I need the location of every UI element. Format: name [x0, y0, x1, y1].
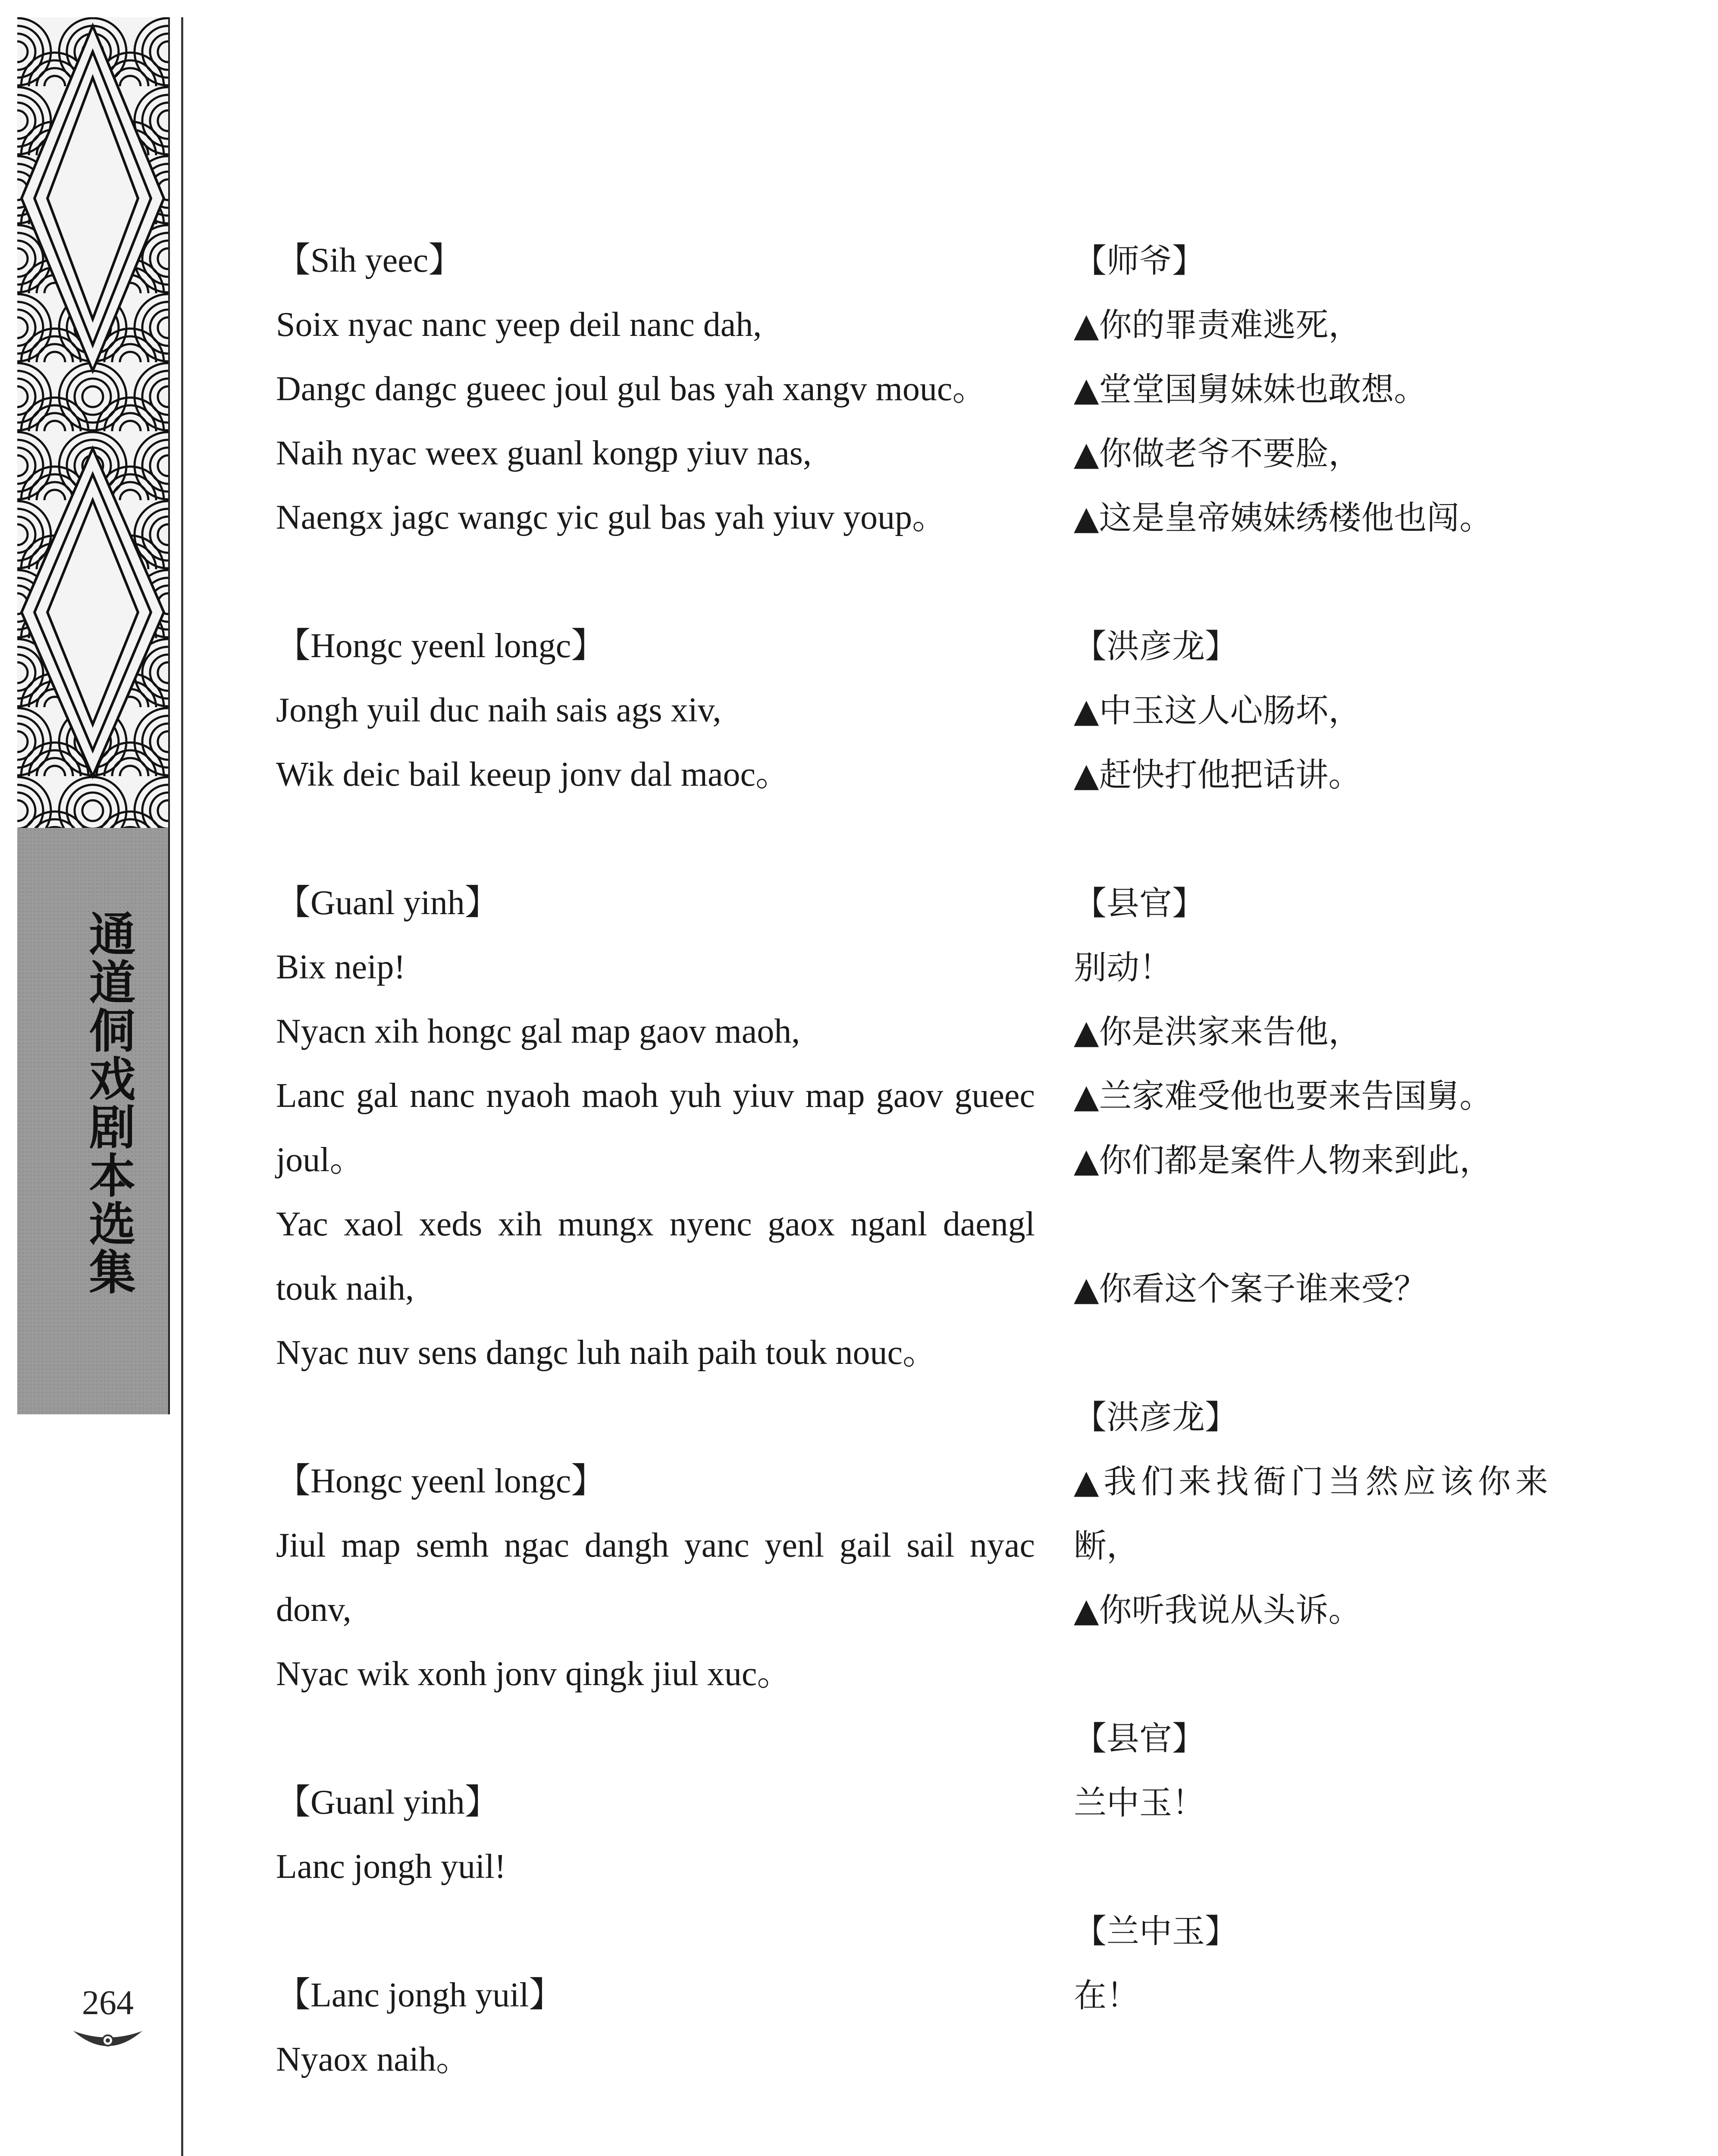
dialogue-line: ▲我们来找衙门当然应该你来断， [1074, 1462, 1548, 1565]
dialogue-line: 别动！ [1074, 948, 1172, 987]
dialogue-block [1074, 871, 1548, 1321]
speaker-label: 【县官】 [1074, 884, 1205, 922]
speaker-label: 【Guanl yinh】 [276, 1783, 499, 1821]
dialogue-line: Soix nyac nanc yeep deil nanc dah, [276, 306, 762, 344]
dialogue-line: Wik deic bail keeup jonv dal maoc。 [276, 755, 790, 793]
dialogue-line: 在！ [1074, 1976, 1139, 2015]
dialogue-line: Naengx jagc wangc yic gul bas yah yiuv youp。 [276, 498, 947, 536]
speaker-label: 【县官】 [1074, 1719, 1205, 1758]
dialogue-line: Nyaox naih。 [276, 2040, 471, 2078]
dialogue-line: ▲中玉这人心肠坏， [1074, 691, 1361, 730]
speaker-label: 【洪彦龙】 [1074, 1398, 1238, 1436]
dialogue-line: ▲你的罪责难逃死， [1074, 306, 1361, 344]
dialogue-line: Nyacn xih hongc gal map gaov maoh, [276, 1012, 800, 1050]
dialogue-line: Lanc gal nanc nyaoh maoh yuh yiuv map gaov gueec joul。 [276, 1077, 1035, 1179]
dialogue-block [276, 1449, 1035, 1706]
chinese-text-column [1074, 229, 1548, 2092]
dialogue-block [1074, 1706, 1548, 1835]
spacer-line [1074, 1192, 1548, 1257]
speaker-label: 【兰中玉】 [1074, 1912, 1238, 1950]
dialogue-line: Yac xaol xeds xih mungx nyenc gaox nganl daengl touk naih, [276, 1205, 1035, 1307]
ornament-icon [71, 2027, 144, 2057]
dialogue-block [276, 229, 1035, 550]
dialogue-line: Nyac wik xonh jonv qingk jiul xuc。 [276, 1655, 792, 1693]
dialogue-line: Naih nyac weex guanl kongp yiuv nas, [276, 434, 812, 472]
dialogue-line: Bix neip! [276, 948, 405, 986]
dialogue-line: ▲赶快打他把话讲。 [1074, 755, 1361, 794]
speaker-label: 【师爷】 [1074, 241, 1205, 280]
dialogue-line: ▲你们都是案件人物来到此， [1074, 1141, 1492, 1179]
book-title: 通道侗戏剧本选集 [81, 910, 135, 1296]
dialogue-line: ▲你是洪家来告他， [1074, 1012, 1361, 1051]
dialogue-block [276, 1771, 1035, 1899]
speaker-label: 【洪彦龙】 [1074, 627, 1238, 665]
dialogue-block [276, 1963, 1035, 2092]
dialogue-block [276, 614, 1035, 807]
dialogue-line: ▲你看这个案子谁来受？ [1074, 1269, 1427, 1308]
speaker-label: 【Hongc yeenl longc】 [276, 1462, 606, 1500]
dialogue-line: Lanc jongh yuil! [276, 1848, 506, 1886]
dialogue-block [1074, 614, 1548, 807]
dialogue-line: Nyac nuv sens dangc luh naih paih touk nouc。 [276, 1334, 937, 1372]
dialogue-block [1074, 229, 1548, 550]
decorative-cloud-pattern [17, 17, 170, 828]
dialogue-line: 兰中玉！ [1074, 1783, 1205, 1822]
speaker-label: 【Hongc yeenl longc】 [276, 627, 606, 665]
dialogue-line: Jiul map semh ngac dangh yanc yenl gail sail nyac donv, [276, 1526, 1035, 1629]
dong-text-column [276, 229, 1035, 2156]
speaker-label: 【Guanl yinh】 [276, 884, 499, 922]
speaker-label: 【Lanc jongh yuil】 [276, 1976, 564, 2014]
page-number: 264 [82, 1984, 134, 2022]
dialogue-line: ▲堂堂国舅妹妹也敢想。 [1074, 370, 1427, 408]
dialogue-line: ▲你做老爷不要脸， [1074, 434, 1361, 473]
dialogue-line: ▲这是皇帝姨妹绣楼他也闯。 [1074, 498, 1492, 537]
dialogue-block [1074, 1385, 1548, 1642]
speaker-label: 【Sih yeec】 [276, 241, 463, 279]
dialogue-line: Dangc dangc gueec joul gul bas yah xangv mouc。 [276, 370, 987, 408]
spine-divider [181, 17, 183, 2156]
dialogue-line: ▲你听我说从头诉。 [1074, 1591, 1361, 1629]
dialogue-block [1074, 1899, 1548, 2028]
dialogue-line: ▲兰家难受他也要来告国舅。 [1074, 1077, 1492, 1115]
dialogue-line: Jongh yuil duc naih sais ags xiv, [276, 691, 721, 729]
dialogue-block [276, 871, 1035, 1385]
